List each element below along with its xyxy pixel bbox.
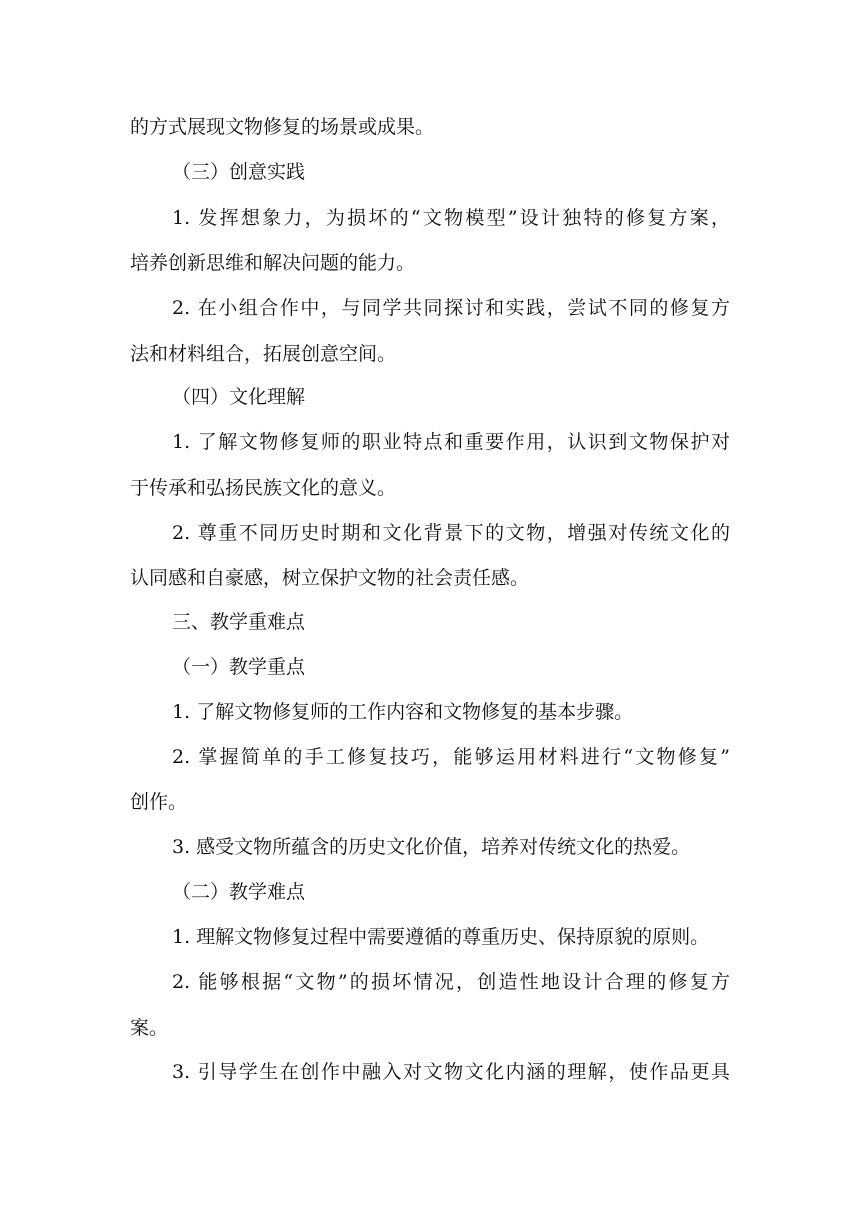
list-item-line: 2. 尊重不同历史时期和文化背景下的文物，增强对传统文化的 xyxy=(172,522,730,544)
list-item-line: 1. 理解文物修复过程中需要遵循的尊重历史、保持原貌的原则。 xyxy=(172,926,710,948)
list-item-line: 1. 发挥想象力，为损坏的“文物模型”设计独特的修复方案， xyxy=(172,207,730,229)
paragraph-line: 培养创新思维和解决问题的能力。 xyxy=(130,252,416,274)
section-heading: （二）教学难点 xyxy=(172,881,306,903)
paragraph-line: 于传承和弘扬民族文化的意义。 xyxy=(130,477,397,499)
section-heading: （三）创意实践 xyxy=(172,161,306,183)
section-title: 三、教学重难点 xyxy=(172,611,306,633)
list-item-line: 3. 引导学生在创作中融入对文物文化内涵的理解，使作品更具 xyxy=(172,1061,730,1083)
paragraph-line: 创作。 xyxy=(130,791,188,813)
list-item-line: 2. 在小组合作中，与同学共同探讨和实践，尝试不同的修复方 xyxy=(172,297,730,319)
list-item-line: 1. 了解文物修复师的职业特点和重要作用，认识到文物保护对 xyxy=(172,431,730,453)
paragraph-line: 的方式展现文物修复的场景或成果。 xyxy=(130,116,435,138)
paragraph-line: 案。 xyxy=(130,1017,169,1039)
section-heading: （一）教学重点 xyxy=(172,656,306,678)
list-item-line: 1. 了解文物修复师的工作内容和文物修复的基本步骤。 xyxy=(172,701,634,723)
paragraph-line: 法和材料组合，拓展创意空间。 xyxy=(130,343,397,365)
list-item-line: 2. 掌握简单的手工修复技巧，能够运用材料进行“文物修复” xyxy=(172,746,730,768)
list-item-line: 3. 感受文物所蕴含的历史文化价值，培养对传统文化的热爱。 xyxy=(172,836,691,858)
section-heading: （四）文化理解 xyxy=(172,386,306,408)
paragraph-line: 认同感和自豪感，树立保护文物的社会责任感。 xyxy=(130,567,530,589)
list-item-line: 2. 能够根据“文物”的损坏情况，创造性地设计合理的修复方 xyxy=(172,971,730,993)
